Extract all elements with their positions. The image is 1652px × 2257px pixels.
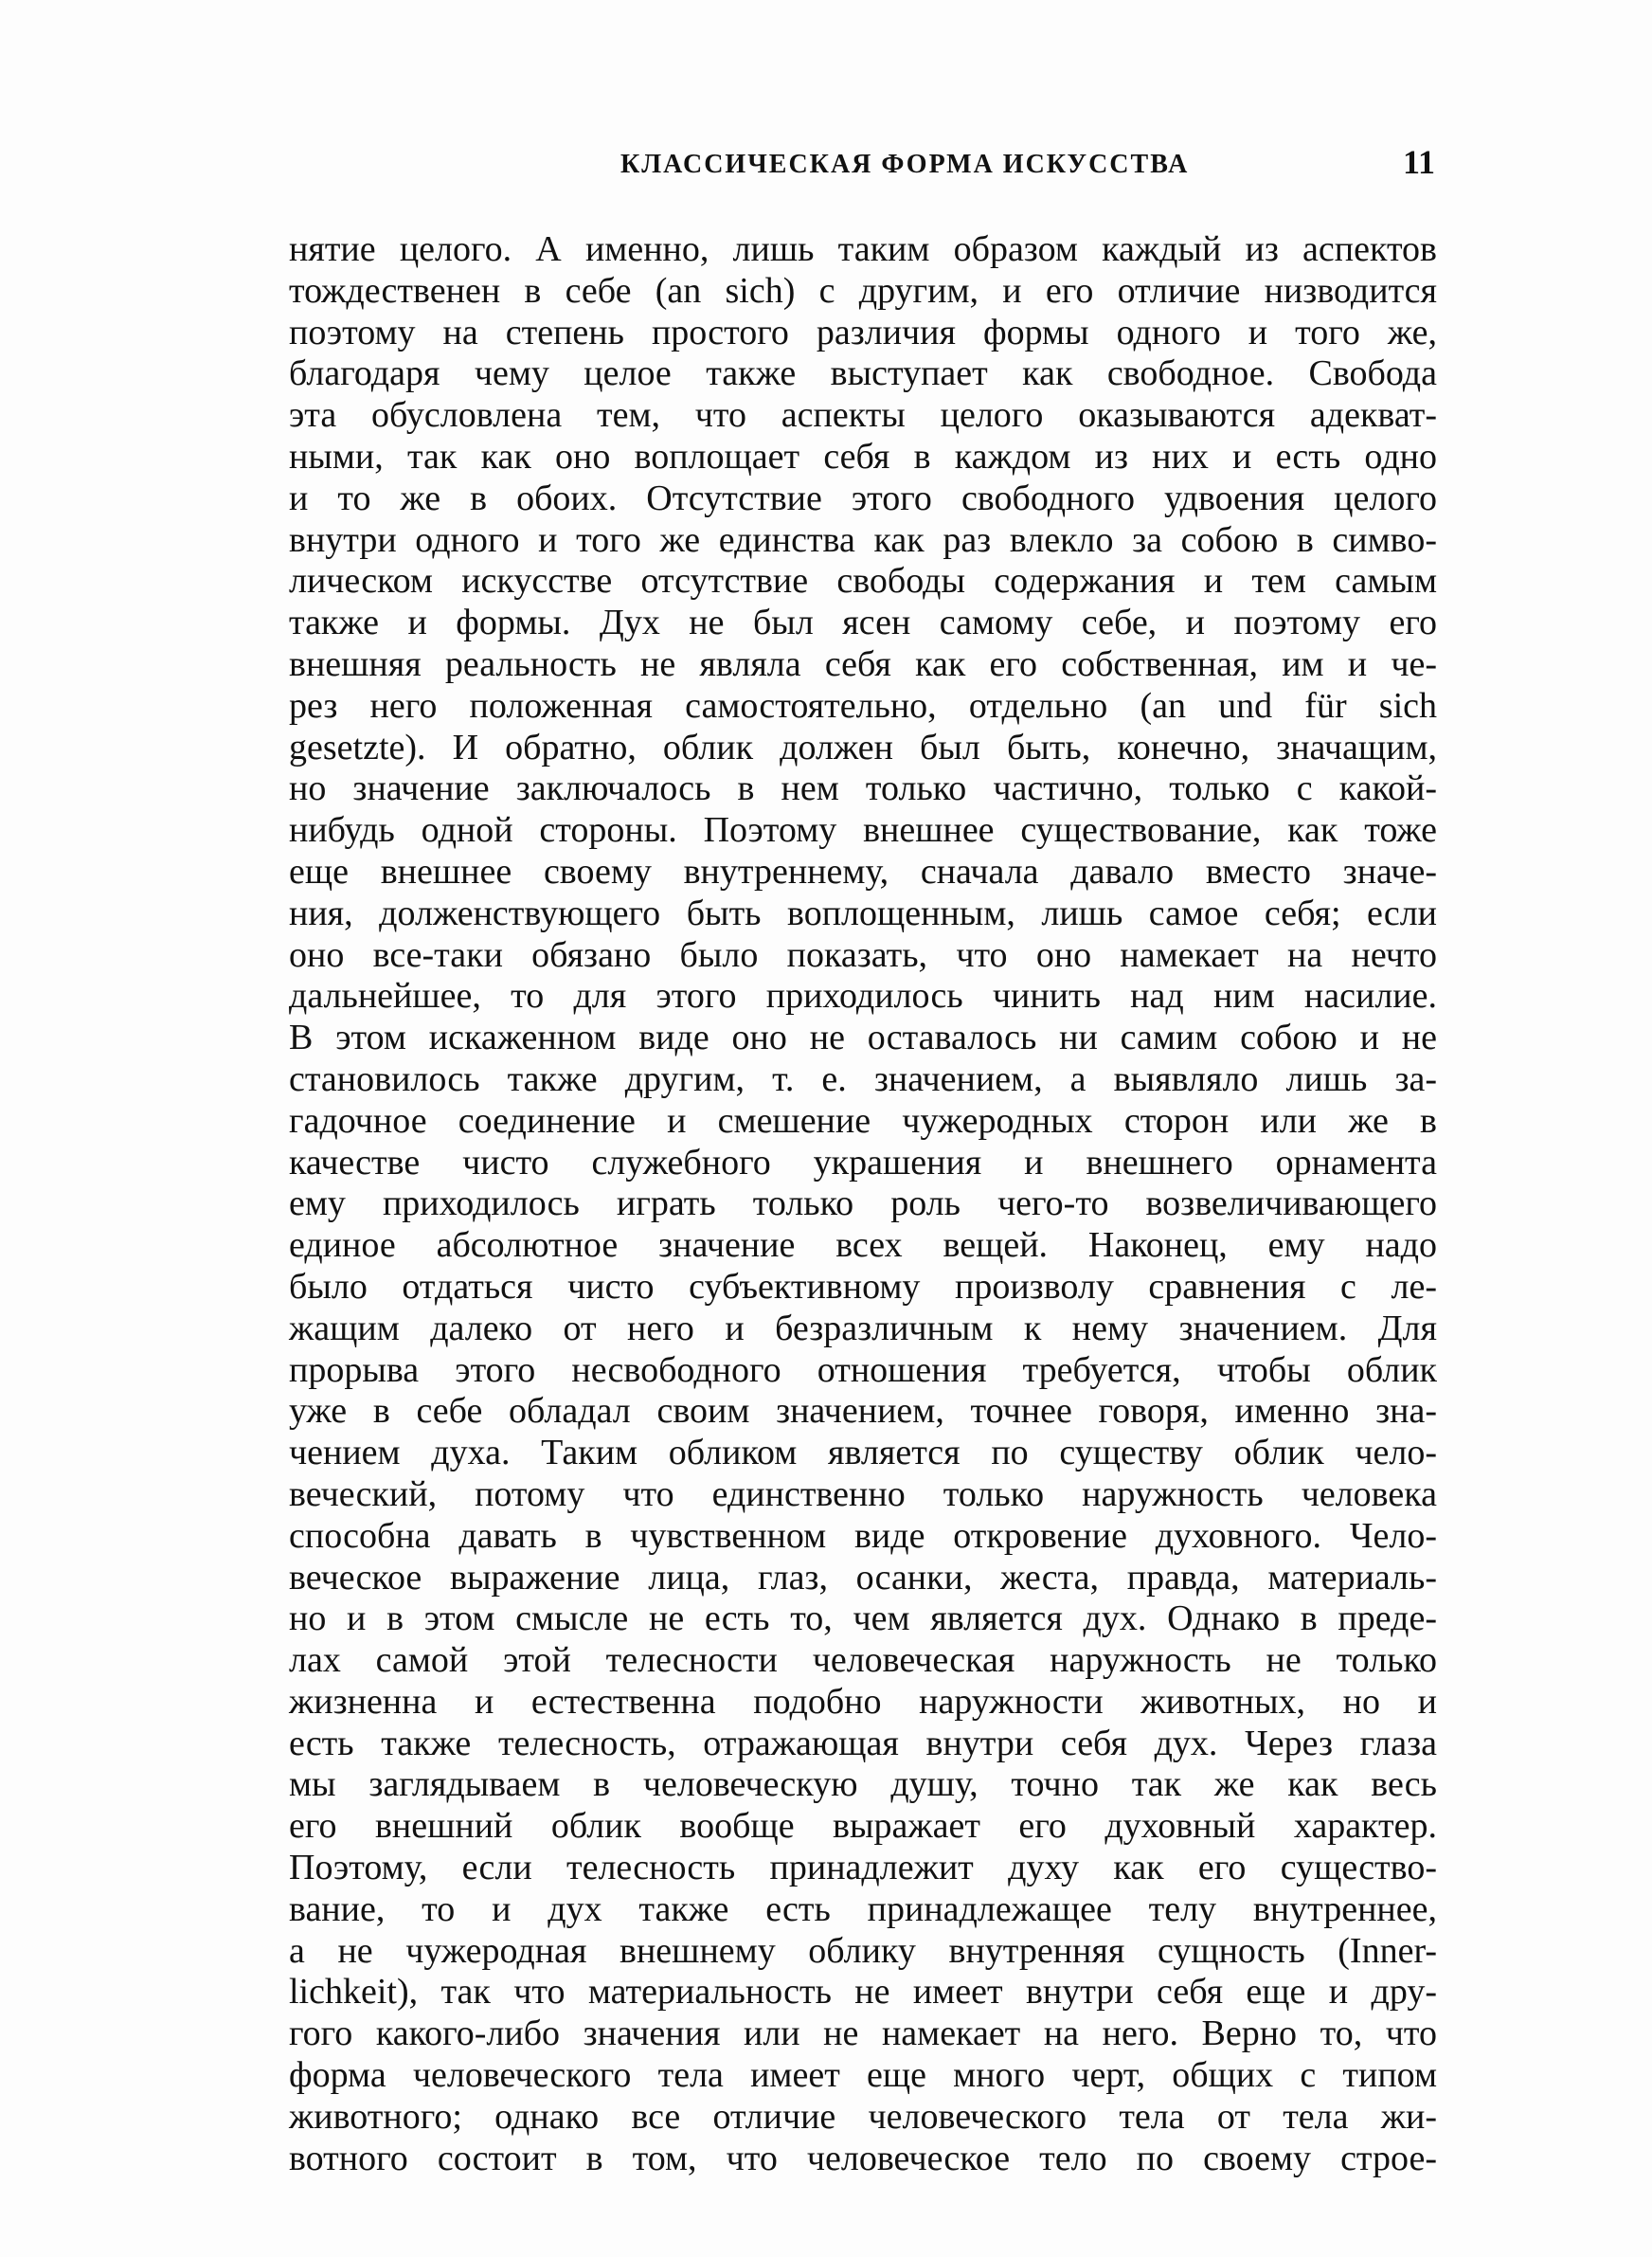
text-line: форма человеческого тела имеет еще много черт, общих с типом [289,2055,1437,2096]
text-line: и то же в обоих. Отсутствие этого свободного удвоения целого [289,478,1437,518]
text-line: lichkeit), так что материальность не имеет внутри себя еще и дру- [289,1972,1437,2013]
text-line: прорыва этого несвободного отношения требуется, чтобы облик [289,1349,1437,1390]
text-line: мы заглядываем в человеческую душу, точно так же как весь [289,1764,1437,1805]
text-line: жизненна и естественна подобно наружности животных, но и [289,1681,1437,1722]
text-line: ными, так как оно воплощает себя в каждом из них и есть одно [289,436,1437,477]
text-line: тождественен в себе (an sich) с другим, и его отличие низводится [289,270,1437,311]
text-line: веческое выражение лица, глаз, осанки, жеста, правда, материаль- [289,1557,1437,1598]
text-line: благодаря чему целое также выступает как свободное. Свобода [289,353,1437,394]
text-line: внутри одного и того же единства как раз влекло за собою в симво- [289,519,1437,560]
text-line: есть также телесность, отражающая внутри себя дух. Через глаза [289,1723,1437,1763]
text-line: оно все-таки обязано было показать, что оно намекает на нечто [289,934,1437,975]
text-line: ния, долженствующего быть воплощенным, лишь самое себя; если [289,893,1437,933]
text-line: веческий, потому что единственно только наружность человека [289,1473,1437,1514]
text-line: В этом искаженном виде оно не оставалось ни самим собою и не [289,1018,1437,1058]
text-line: также и формы. Дух не был ясен самому себе, и поэтому его [289,603,1437,643]
running-title: КЛАССИЧЕСКАЯ ФОРМА ИСКУССТВА [620,150,1190,179]
text-line: ему приходилось играть только роль чего-то возвеличивающего [289,1183,1437,1224]
text-line: внешняя реальность не являла себя как его собственная, им и че- [289,643,1437,684]
text-line: вотного состоит в том, что человеческое тело по своему строе- [289,2138,1437,2178]
text-line: поэтому на степень простого различия формы одного и того же, [289,312,1437,352]
text-line: становилось также другим, т. е. значением, а выявляло лишь за- [289,1058,1437,1099]
text-line: но значение заключалось в нем только частично, только с какой- [289,768,1437,809]
page-number: 11 [1402,143,1435,181]
text-line: а не чужеродная внешнему облику внутренняя сущность (Inner- [289,1930,1437,1971]
text-line: gesetzte). И обратно, облик должен был быть, конечно, значащим, [289,727,1437,767]
text-line: единое абсолютное значение всех вещей. Наконец, ему надо [289,1225,1437,1266]
text-line: лическом искусстве отсутствие свободы содержания и тем самым [289,561,1437,602]
text-line: но и в этом смысле не есть то, чем является дух. Однако в преде- [289,1598,1437,1639]
text-line: животного; однако все отличие человеческого тела от тела жи- [289,2096,1437,2137]
text-line: его внешний облик вообще выражает его духовный характер. [289,1806,1437,1847]
text-line: нятие целого. А именно, лишь таким образом каждый из аспектов [289,229,1437,269]
text-line: способна давать в чувственном виде откровение духовного. Чело- [289,1515,1437,1556]
text-line: жащим далеко от него и безразличным к нему значением. Для [289,1308,1437,1348]
text-line: чением духа. Таким обликом является по существу облик чело- [289,1433,1437,1473]
text-line: гого какого-либо значения или не намекает на него. Верно то, что [289,2013,1437,2054]
text-line: гадочное соединение и смешение чужеродных сторон или же в [289,1100,1437,1141]
text-line: было отдаться чисто субъективному произволу сравнения с ле- [289,1266,1437,1307]
text-line: рез него положенная самостоятельно, отдельно (an und für sich [289,685,1437,726]
running-header [289,142,1435,190]
text-line: Поэтому, если телесность принадлежит духу как его существо- [289,1848,1437,1888]
text-line: еще внешнее своему внутреннему, сначала давало вместо значе- [289,851,1437,892]
body-text [289,229,1437,2179]
text-line: качестве чисто служебного украшения и внешнего орнамента [289,1142,1437,1183]
text-line: вание, то и дух также есть принадлежащее телу внутреннее, [289,1888,1437,1929]
text-line: нибудь одной стороны. Поэтому внешнее существование, как тоже [289,810,1437,851]
text-line: уже в себе обладал своим значением, точнее говоря, именно зна- [289,1391,1437,1432]
text-line: лах самой этой телесности человеческая наружность не только [289,1640,1437,1681]
text-line: эта обусловлена тем, что аспекты целого оказываются адекват- [289,395,1437,436]
text-line: дальнейшее, то для этого приходилось чинить над ним насилие. [289,976,1437,1017]
